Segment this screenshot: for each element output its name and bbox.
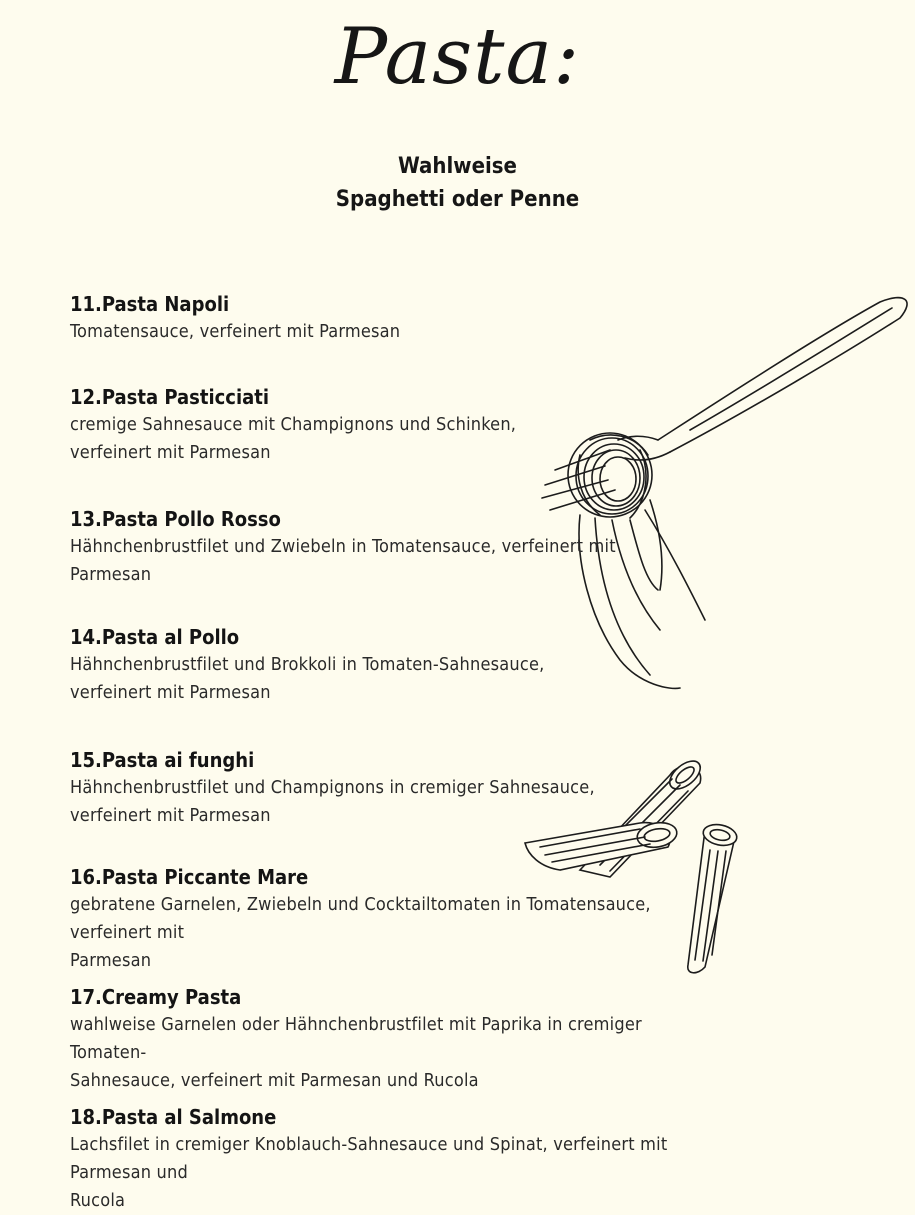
menu-item-17 [70, 983, 710, 1095]
menu-item-name: 13.Pasta Pollo Rosso [70, 507, 281, 531]
page-title: Pasta: [334, 12, 581, 102]
menu-item-description: Lachsfilet in cremiger Knoblauch-Sahnesauce und Spinat, verfeinert mit Parmesan und [70, 1134, 668, 1183]
menu-item-13 [70, 505, 710, 589]
menu-item-description: Sahnesauce, verfeinert mit Parmesan und Rucola [70, 1070, 479, 1091]
menu-item-description: gebratene Garnelen, Zwiebeln und Cocktailtomaten in Tomatensauce, verfeinert mit [70, 894, 651, 943]
menu-item-description: Hähnchenbrustfilet und Zwiebeln in Tomatensauce, verfeinert mit [70, 536, 616, 557]
menu-item-name: 15.Pasta ai funghi [70, 748, 255, 772]
menu-item-description: verfeinert mit Parmesan [70, 442, 271, 463]
menu-item-description: verfeinert mit Parmesan [70, 682, 271, 703]
menu-item-11 [70, 290, 710, 346]
menu-item-name: 12.Pasta Pasticciati [70, 385, 270, 409]
menu-item-name: 17.Creamy Pasta [70, 985, 242, 1009]
menu-item-name: 16.Pasta Piccante Mare [70, 865, 309, 889]
subtitle-choice: Wahlweise [398, 154, 517, 179]
menu-item-name: 18.Pasta al Salmone [70, 1105, 277, 1129]
menu-item-description: verfeinert mit Parmesan [70, 805, 271, 826]
menu-item-description: Hähnchenbrustfilet und Brokkoli in Tomaten-Sahnesauce, [70, 654, 545, 675]
menu-item-description: Hähnchenbrustfilet und Champignons in cremiger Sahnesauce, [70, 777, 595, 798]
menu-item-description: cremige Sahnesauce mit Champignons und Schinken, [70, 414, 517, 435]
menu-item-12 [70, 383, 710, 467]
menu-item-description: Rucola [70, 1190, 126, 1211]
menu-item-description: wahlweise Garnelen oder Hähnchenbrustfilet mit Paprika in cremiger Tomaten- [70, 1014, 642, 1063]
menu-item-name: 14.Pasta al Pollo [70, 625, 240, 649]
menu-item-description: Tomatensauce, verfeinert mit Parmesan [70, 321, 401, 342]
subtitle-pasta-types: Spaghetti oder Penne [335, 187, 580, 212]
menu-item-15 [70, 746, 710, 830]
menu-item-16 [70, 863, 710, 975]
menu-item-18 [70, 1103, 710, 1215]
menu-item-description: Parmesan [70, 564, 152, 585]
menu-item-description: Parmesan [70, 950, 152, 971]
menu-item-name: 11.Pasta Napoli [70, 292, 230, 316]
menu-item-14 [70, 623, 710, 707]
